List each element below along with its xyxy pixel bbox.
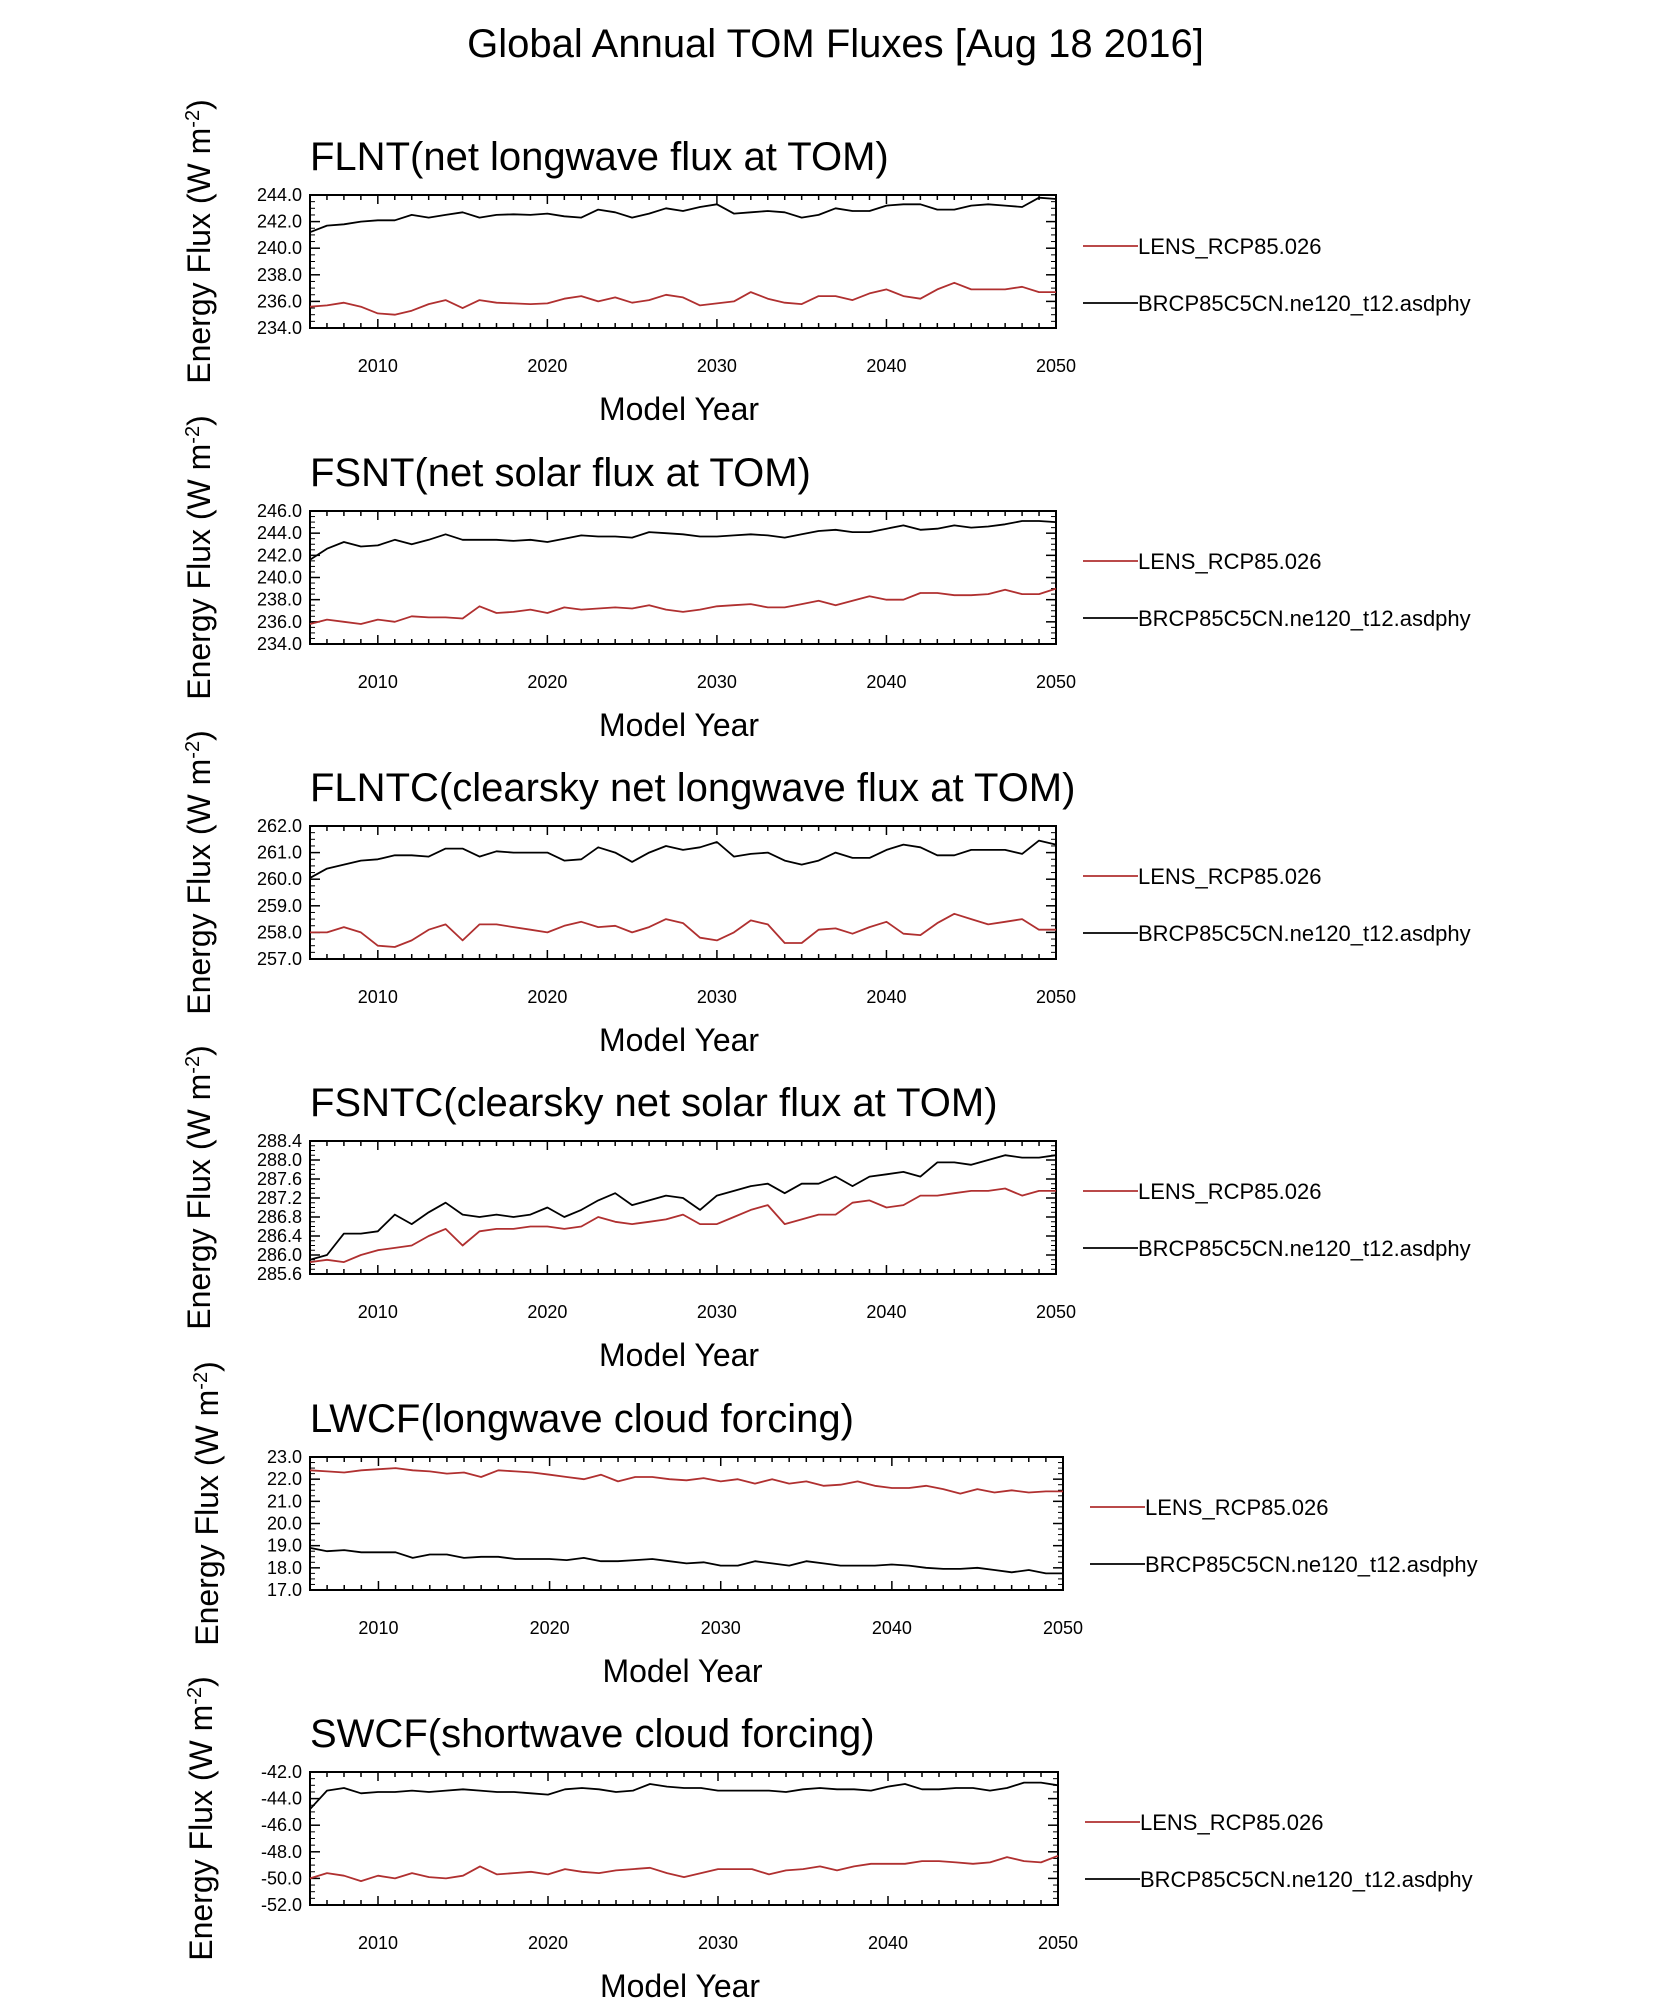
panel-1-legend-label-2: BRCP85C5CN.ne120_t12.asdphy [1138, 291, 1471, 316]
panel-4-x-tick-label: 2050 [1035, 1302, 1077, 1322]
panel-6-y-axis-label: Energy Flux (W $m^{-2}$) [183, 1676, 219, 1961]
panel-5-legend-label-2: BRCP85C5CN.ne120_t12.asdphy [1145, 1552, 1478, 1577]
panel-6-x-axis-label: Model Year [599, 1968, 761, 2000]
panel-5-title: LWCF(longwave cloud forcing) [310, 1397, 854, 1441]
panel-6-y-tick-label: -50.0 [260, 1868, 302, 1889]
panel-6-series-line-2 [310, 1783, 1058, 1810]
panel-5-x-tick-label: 2040 [871, 1618, 912, 1638]
panel-3-legend-label-1: LENS_RCP85.026 [1138, 864, 1322, 889]
panel-6-x-tick-label: 2020 [527, 1933, 569, 1953]
panel-3-plot-frame [310, 826, 1056, 959]
panel-6-x-tick-label: 2010 [357, 1933, 399, 1953]
panel-2-y-tick-label: 240.0 [256, 567, 302, 588]
panel-6-y-tick-label: -46.0 [260, 1815, 302, 1836]
panel-1-x-axis-label: Model Year [598, 391, 760, 427]
panel-2-series-line-2 [310, 521, 1056, 560]
panel-1-y-tick-label: 236.0 [256, 291, 302, 312]
panel-6-y-tick-label: -44.0 [260, 1788, 302, 1809]
panel-3-y-tick-label: 262.0 [256, 816, 302, 836]
panel-3-series-line-2 [310, 841, 1056, 878]
panel-1-x-tick-label: 2040 [866, 356, 907, 376]
panel-6-y-tick-label: -52.0 [260, 1895, 302, 1915]
panel-3-x-tick-label: 2050 [1035, 987, 1077, 1007]
panel-6-x-tick-label: 2050 [1037, 1933, 1079, 1953]
panel-2-legend-label-1: LENS_RCP85.026 [1138, 549, 1322, 574]
panel-2-series-line-1 [310, 589, 1056, 624]
panel-6-series-line-1 [310, 1856, 1058, 1881]
panel-6-legend-label-1: LENS_RCP85.026 [1140, 1810, 1324, 1835]
panel-4-x-tick-label: 2020 [527, 1302, 568, 1322]
panel-5-series-line-1 [310, 1468, 1063, 1494]
panel-1-plot-frame [310, 195, 1056, 328]
panel-3-y-axis-label: Energy Flux (W $m^{-2}$) [181, 730, 217, 1015]
panel-4-y-tick-label: 288.0 [256, 1150, 302, 1170]
panel-5-y-tick-label: 20.0 [266, 1513, 302, 1534]
panel-4-x-tick-label: 2040 [866, 1302, 907, 1322]
panel-6-y-tick-label: -42.0 [260, 1762, 302, 1782]
panel-5-x-tick-label: 2010 [358, 1618, 399, 1638]
panel-3-x-tick-label: 2020 [527, 987, 568, 1007]
panel-4-y-tick-label: 287.6 [256, 1169, 302, 1189]
figure-title: Global Annual TOM Fluxes [Aug 18 2016] [467, 22, 1204, 66]
panel-5-x-tick-label: 2020 [529, 1618, 570, 1638]
panel-3-x-tick-label: 2040 [866, 987, 907, 1007]
panel-2-title: FSNT(net solar flux at TOM) [310, 451, 811, 495]
panel-4-y-tick-label: 288.4 [256, 1131, 302, 1151]
panel-1-legend-label-1: LENS_RCP85.026 [1138, 234, 1322, 259]
panel-3-x-tick-label: 2030 [696, 987, 737, 1007]
panel-3-legend-label-2: BRCP85C5CN.ne120_t12.asdphy [1138, 921, 1471, 946]
panel-2-x-tick-label: 2020 [527, 672, 568, 692]
panel-6-x-tick-label: 2040 [867, 1933, 909, 1953]
panel-1-x-tick-label: 2030 [696, 356, 737, 376]
panel-4-y-tick-label: 287.2 [256, 1188, 302, 1208]
panel-1-series-line-2 [310, 198, 1056, 233]
panel-4-x-tick-label: 2030 [696, 1302, 737, 1322]
panel-5-y-tick-label: 17.0 [266, 1580, 302, 1600]
panel-4-legend-label-1: LENS_RCP85.026 [1138, 1179, 1322, 1204]
panel-2-y-tick-label: 236.0 [256, 611, 302, 632]
panel-2-x-tick-label: 2040 [866, 672, 907, 692]
panel-2-x-tick-label: 2010 [357, 672, 398, 692]
panel-4-y-tick-label: 285.6 [256, 1264, 302, 1284]
panel-6-title: SWCF(shortwave cloud forcing) [310, 1712, 875, 1756]
panel-2-x-tick-label: 2050 [1035, 672, 1077, 692]
panel-2-y-tick-label: 234.0 [256, 634, 302, 654]
panel-5-plot-frame [310, 1457, 1063, 1590]
panel-4-title: FSNTC(clearsky net solar flux at TOM) [310, 1081, 998, 1125]
panel-4-x-tick-label: 2010 [357, 1302, 398, 1322]
panel-3-series-line-1 [310, 914, 1056, 947]
panel-1-y-tick-label: 240.0 [256, 238, 302, 259]
panel-1-series-line-1 [310, 283, 1056, 315]
panel-1-x-tick-label: 2010 [357, 356, 398, 376]
panel-5-y-tick-label: 23.0 [266, 1447, 302, 1467]
panel-6-y-tick-label: -48.0 [260, 1841, 302, 1862]
panel-2-y-tick-label: 242.0 [256, 545, 302, 566]
panel-3-x-axis-label: Model Year [598, 1022, 760, 1058]
panel-2-legend-label-2: BRCP85C5CN.ne120_t12.asdphy [1138, 606, 1471, 631]
panel-5-y-tick-label: 18.0 [266, 1557, 302, 1578]
panel-6-legend-label-2: BRCP85C5CN.ne120_t12.asdphy [1140, 1867, 1473, 1892]
panel-5-x-tick-label: 2030 [700, 1618, 741, 1638]
panel-5-x-axis-label: Model Year [602, 1653, 763, 1689]
panel-4-legend-label-2: BRCP85C5CN.ne120_t12.asdphy [1138, 1236, 1471, 1261]
panel-4-y-axis-label: Energy Flux (W $m^{-2}$) [181, 1045, 217, 1330]
panel-3-y-tick-label: 257.0 [256, 949, 302, 969]
panel-2-plot-frame [310, 511, 1056, 644]
panel-3-title: FLNTC(clearsky net longwave flux at TOM) [310, 766, 1076, 810]
panel-5-y-tick-label: 22.0 [266, 1469, 302, 1490]
panel-2-y-tick-label: 246.0 [256, 501, 302, 521]
panel-2-x-tick-label: 2030 [696, 672, 737, 692]
panel-2-y-axis-label: Energy Flux (W $m^{-2}$) [181, 415, 217, 700]
panel-1-y-axis-label: Energy Flux (W $m^{-2}$) [181, 99, 217, 384]
panel-4-plot-frame [310, 1141, 1056, 1274]
panel-1-x-tick-label: 2050 [1035, 356, 1077, 376]
panel-4-x-axis-label: Model Year [598, 1337, 760, 1373]
panel-1-x-tick-label: 2020 [527, 356, 568, 376]
panel-5-series-line-2 [310, 1548, 1063, 1574]
panel-2-x-axis-label: Model Year [598, 707, 760, 743]
panel-4-y-tick-label: 286.8 [256, 1207, 302, 1227]
panel-3-y-tick-label: 260.0 [256, 869, 302, 890]
panel-3-y-tick-label: 261.0 [256, 842, 302, 863]
panel-3-y-tick-label: 259.0 [256, 895, 302, 916]
panel-5-y-tick-label: 21.0 [266, 1491, 302, 1512]
panel-5-legend-label-1: LENS_RCP85.026 [1145, 1495, 1329, 1520]
panel-5-y-tick-label: 19.0 [266, 1535, 302, 1556]
panel-3-x-tick-label: 2010 [357, 987, 398, 1007]
panel-2-y-tick-label: 238.0 [256, 589, 302, 610]
panel-4-y-tick-label: 286.0 [256, 1245, 302, 1265]
panel-1-y-tick-label: 234.0 [256, 318, 302, 338]
panel-4-series-line-1 [310, 1189, 1056, 1263]
panel-4-series-line-2 [310, 1155, 1056, 1260]
panel-1-y-tick-label: 238.0 [256, 264, 302, 285]
panel-5-y-axis-label: Energy Flux (W $m^{-2}$) [189, 1361, 225, 1646]
panel-4-y-tick-label: 286.4 [256, 1226, 302, 1246]
panel-1-y-tick-label: 242.0 [256, 211, 302, 232]
panel-5-x-tick-label: 2050 [1042, 1618, 1084, 1638]
panel-2-y-tick-label: 244.0 [256, 523, 302, 544]
panel-1-y-tick-label: 244.0 [256, 185, 302, 205]
panel-3-y-tick-label: 258.0 [256, 922, 302, 943]
panel-6-x-tick-label: 2030 [697, 1933, 739, 1953]
panel-1-title: FLNT(net longwave flux at TOM) [310, 135, 889, 179]
